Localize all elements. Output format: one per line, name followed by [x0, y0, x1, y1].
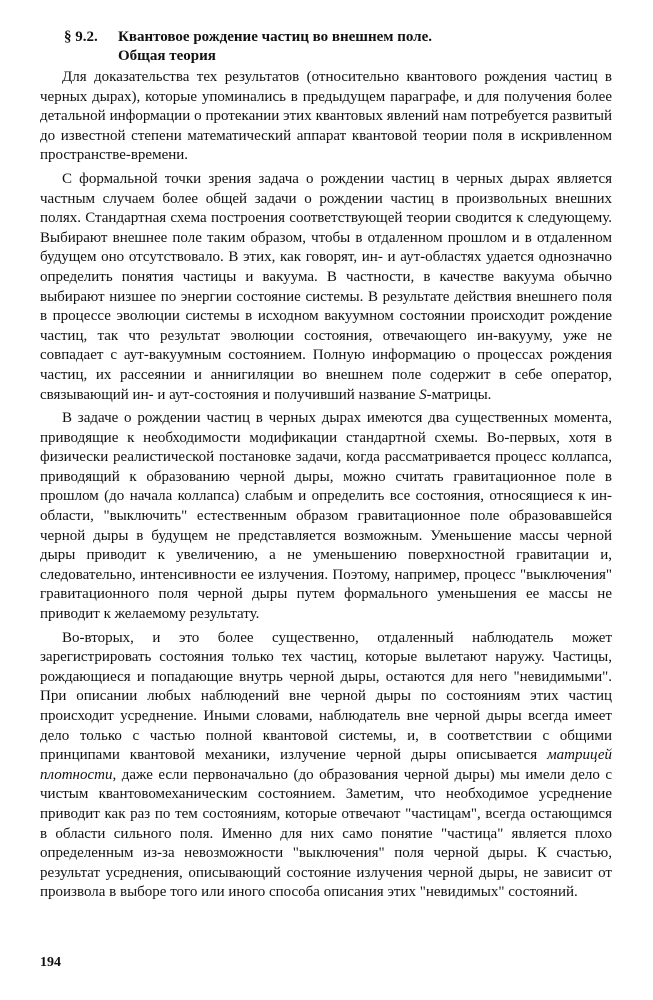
paragraph-2: [40, 170, 612, 405]
italic-term: матрицей плотности: [40, 747, 612, 783]
paragraph-text-after: , даже если первоначально (до образования черной дыры) мы имели дело с чистым квантовомеханическим состоянием. Заметим, что необходимое усреднение приводит как раз по тем состояниям, которые отвечают "частицам", всегда остающимся в области сильного поля. Именно для них само понятие "частица" является плохо определенным из-за невозможности "выключения" поля черной дыры. К счастью, результат усреднения, описывающий состояние излучения черной дыры, не зависит от произвола в выборе того или иного способа описания этих "невидимых" состояний.: [40, 766, 612, 901]
section-title-line2: Общая теория: [118, 48, 216, 64]
paragraph-text: В задаче о рождении частиц в черных дырах имеются два существенных момента, приводящие к необходимости модификации стандартной схемы. Во-первых, хотя в физически реалистической постановке задачи, когда рассматривается процесс коллапса, приводящий к образованию черной дыры, можно считать гравитационное поле в прошлом (до начала коллапса) слабым и определить все состояния, относящиеся к ин-области, "выключить" естественным образом гравитационное поле образовавшейся черной дыры в будущем не представляется возможным. Уменьшение массы черной дыры приводит к увеличению, а не уменьшению поверхностной гравитации и, следовательно, интенсивности ее излучения. Поэтому, например, процесс "выключения" гравитационного поля черной дыры путем формального уменьшения ее массы не приводит к желаемому результату.: [40, 410, 612, 623]
paragraph-text: Для доказательства тех результатов (относительно квантового рождения частиц в черных дырах), которые упоминались в предыдущем параграфе, и для получения более детальной информации о протекании этих квантовых явлений нам потребуется развитый до известной степени математический аппарат квантовой теории поля в искривленном пространстве-времени.: [40, 69, 612, 164]
paragraph-text: С формальной точки зрения задача о рождении частиц в черных дырах является частным случаем более общей задачи о рождении частиц в произвольных внешних полях. Стандартная схема построения соответствующей теории сводится к следующему. Выбирают внешнее поле таким образом, чтобы в отдаленном прошлом и в отдаленном будущем оно отсутствовало. В этих, как говорят, ин- и аут-областях удается однозначно определить понятия частицы и вакуума. В частности, в качестве вакуума обычно выбирают низшее по энергии состояние системы. В результате действия внешнего поля в процессе эволюции системы в исходном вакуумном состоянии происходит рождение частиц, так что результат эволюции состояния, отвечающего ин-вакууму, уже не совпадает с аут-вакуумным состоянием. Полную информацию о процессах рождения частиц, их рассеянии и аннигиляции во внешнем поле содержит в себе оператор, связывающий ин- и аут-состояния и получивший название: [40, 170, 612, 403]
section-title-line1: Квантовое рождение частиц во внешнем поле.: [118, 29, 432, 45]
section-heading: [64, 28, 624, 66]
paragraph-4: [40, 629, 612, 903]
paragraph-text: Во-вторых, и это более существенно, отдаленный наблюдатель может зарегистрировать состояния только тех частиц, которые вылетают наружу. Частицы, рождающиеся и попадающие внутрь черной дыры, остаются для него "невидимыми". При описании любых наблюдений вне черной дыры по состояниям этих частиц происходит усреднение. Иными словами, наблюдатель вне черной дыры всегда имеет дело только с частью полной квантовой системы, и, в соответствии с общими принципами квантовой механики, излучение черной дыры описывается: [40, 629, 612, 764]
page-number: 194: [40, 955, 61, 970]
body-text: [40, 68, 612, 907]
paragraph-1: [40, 68, 612, 166]
paragraph-3: [40, 409, 612, 625]
section-number: § 9.2.: [64, 29, 98, 45]
italic-term: S: [419, 386, 427, 403]
paragraph-text-after: -матрицы.: [426, 386, 492, 403]
